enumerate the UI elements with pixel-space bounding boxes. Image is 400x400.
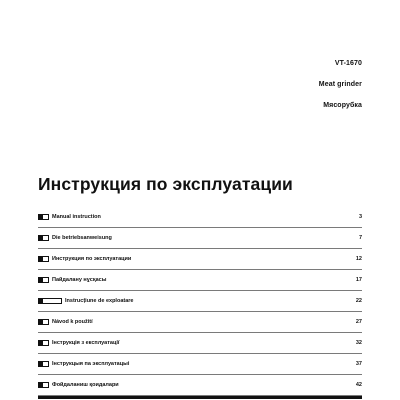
flag-gb-icon <box>38 214 49 220</box>
model-number: VT-1670 <box>334 60 362 67</box>
flag-uz-icon <box>38 382 49 388</box>
flag-by-icon <box>38 361 49 367</box>
toc-label: Návod k použití <box>52 319 93 325</box>
toc-page: 17 <box>355 277 362 283</box>
toc-row-ru[interactable] <box>38 249 362 270</box>
table-of-contents <box>38 207 362 396</box>
toc-label: Пайдалану нұсқасы <box>52 277 107 283</box>
toc-page: 7 <box>358 235 362 241</box>
flag-de-icon <box>38 235 49 241</box>
toc-page: 3 <box>358 214 362 220</box>
toc-label: Manual instruction <box>52 214 101 220</box>
toc-page: 42 <box>355 382 362 388</box>
toc-row-md[interactable] <box>38 291 362 312</box>
toc-page: 37 <box>355 361 362 367</box>
toc-row-ua[interactable] <box>38 333 362 354</box>
toc-label: Фойдаланиш қоидалари <box>52 382 119 388</box>
flag-kz-icon <box>38 277 49 283</box>
toc-label: Инструкция по эксплуатации <box>52 256 132 262</box>
flag-md-icon <box>38 298 62 304</box>
flag-cz-icon <box>38 319 49 325</box>
product-name-en: Meat grinder <box>318 81 362 88</box>
toc-label: Die betriebsanweisung <box>52 235 112 241</box>
product-name-ru: Мясорубка <box>323 102 362 109</box>
toc-page: 12 <box>355 256 362 262</box>
toc-label: Інструкція з експлуатації <box>52 340 120 346</box>
flag-ua-icon <box>38 340 49 346</box>
toc-row-uz[interactable] <box>38 375 362 396</box>
toc-page: 22 <box>355 298 362 304</box>
flag-ru-icon <box>38 256 49 262</box>
toc-label: Інструкцыя па эксплуатацыі <box>52 361 130 367</box>
toc-row-gb[interactable] <box>38 207 362 228</box>
toc-page: 27 <box>355 319 362 325</box>
toc-row-kz[interactable] <box>38 270 362 291</box>
toc-row-de[interactable] <box>38 228 362 249</box>
toc-page: 32 <box>355 340 362 346</box>
bottom-rule <box>38 396 362 399</box>
toc-row-by[interactable] <box>38 354 362 375</box>
page-title: Инструкция по эксплуатации <box>38 174 293 194</box>
toc-label: Instrucțiune de exploatare <box>65 298 134 304</box>
header-block <box>319 60 362 123</box>
toc-row-cz[interactable] <box>38 312 362 333</box>
